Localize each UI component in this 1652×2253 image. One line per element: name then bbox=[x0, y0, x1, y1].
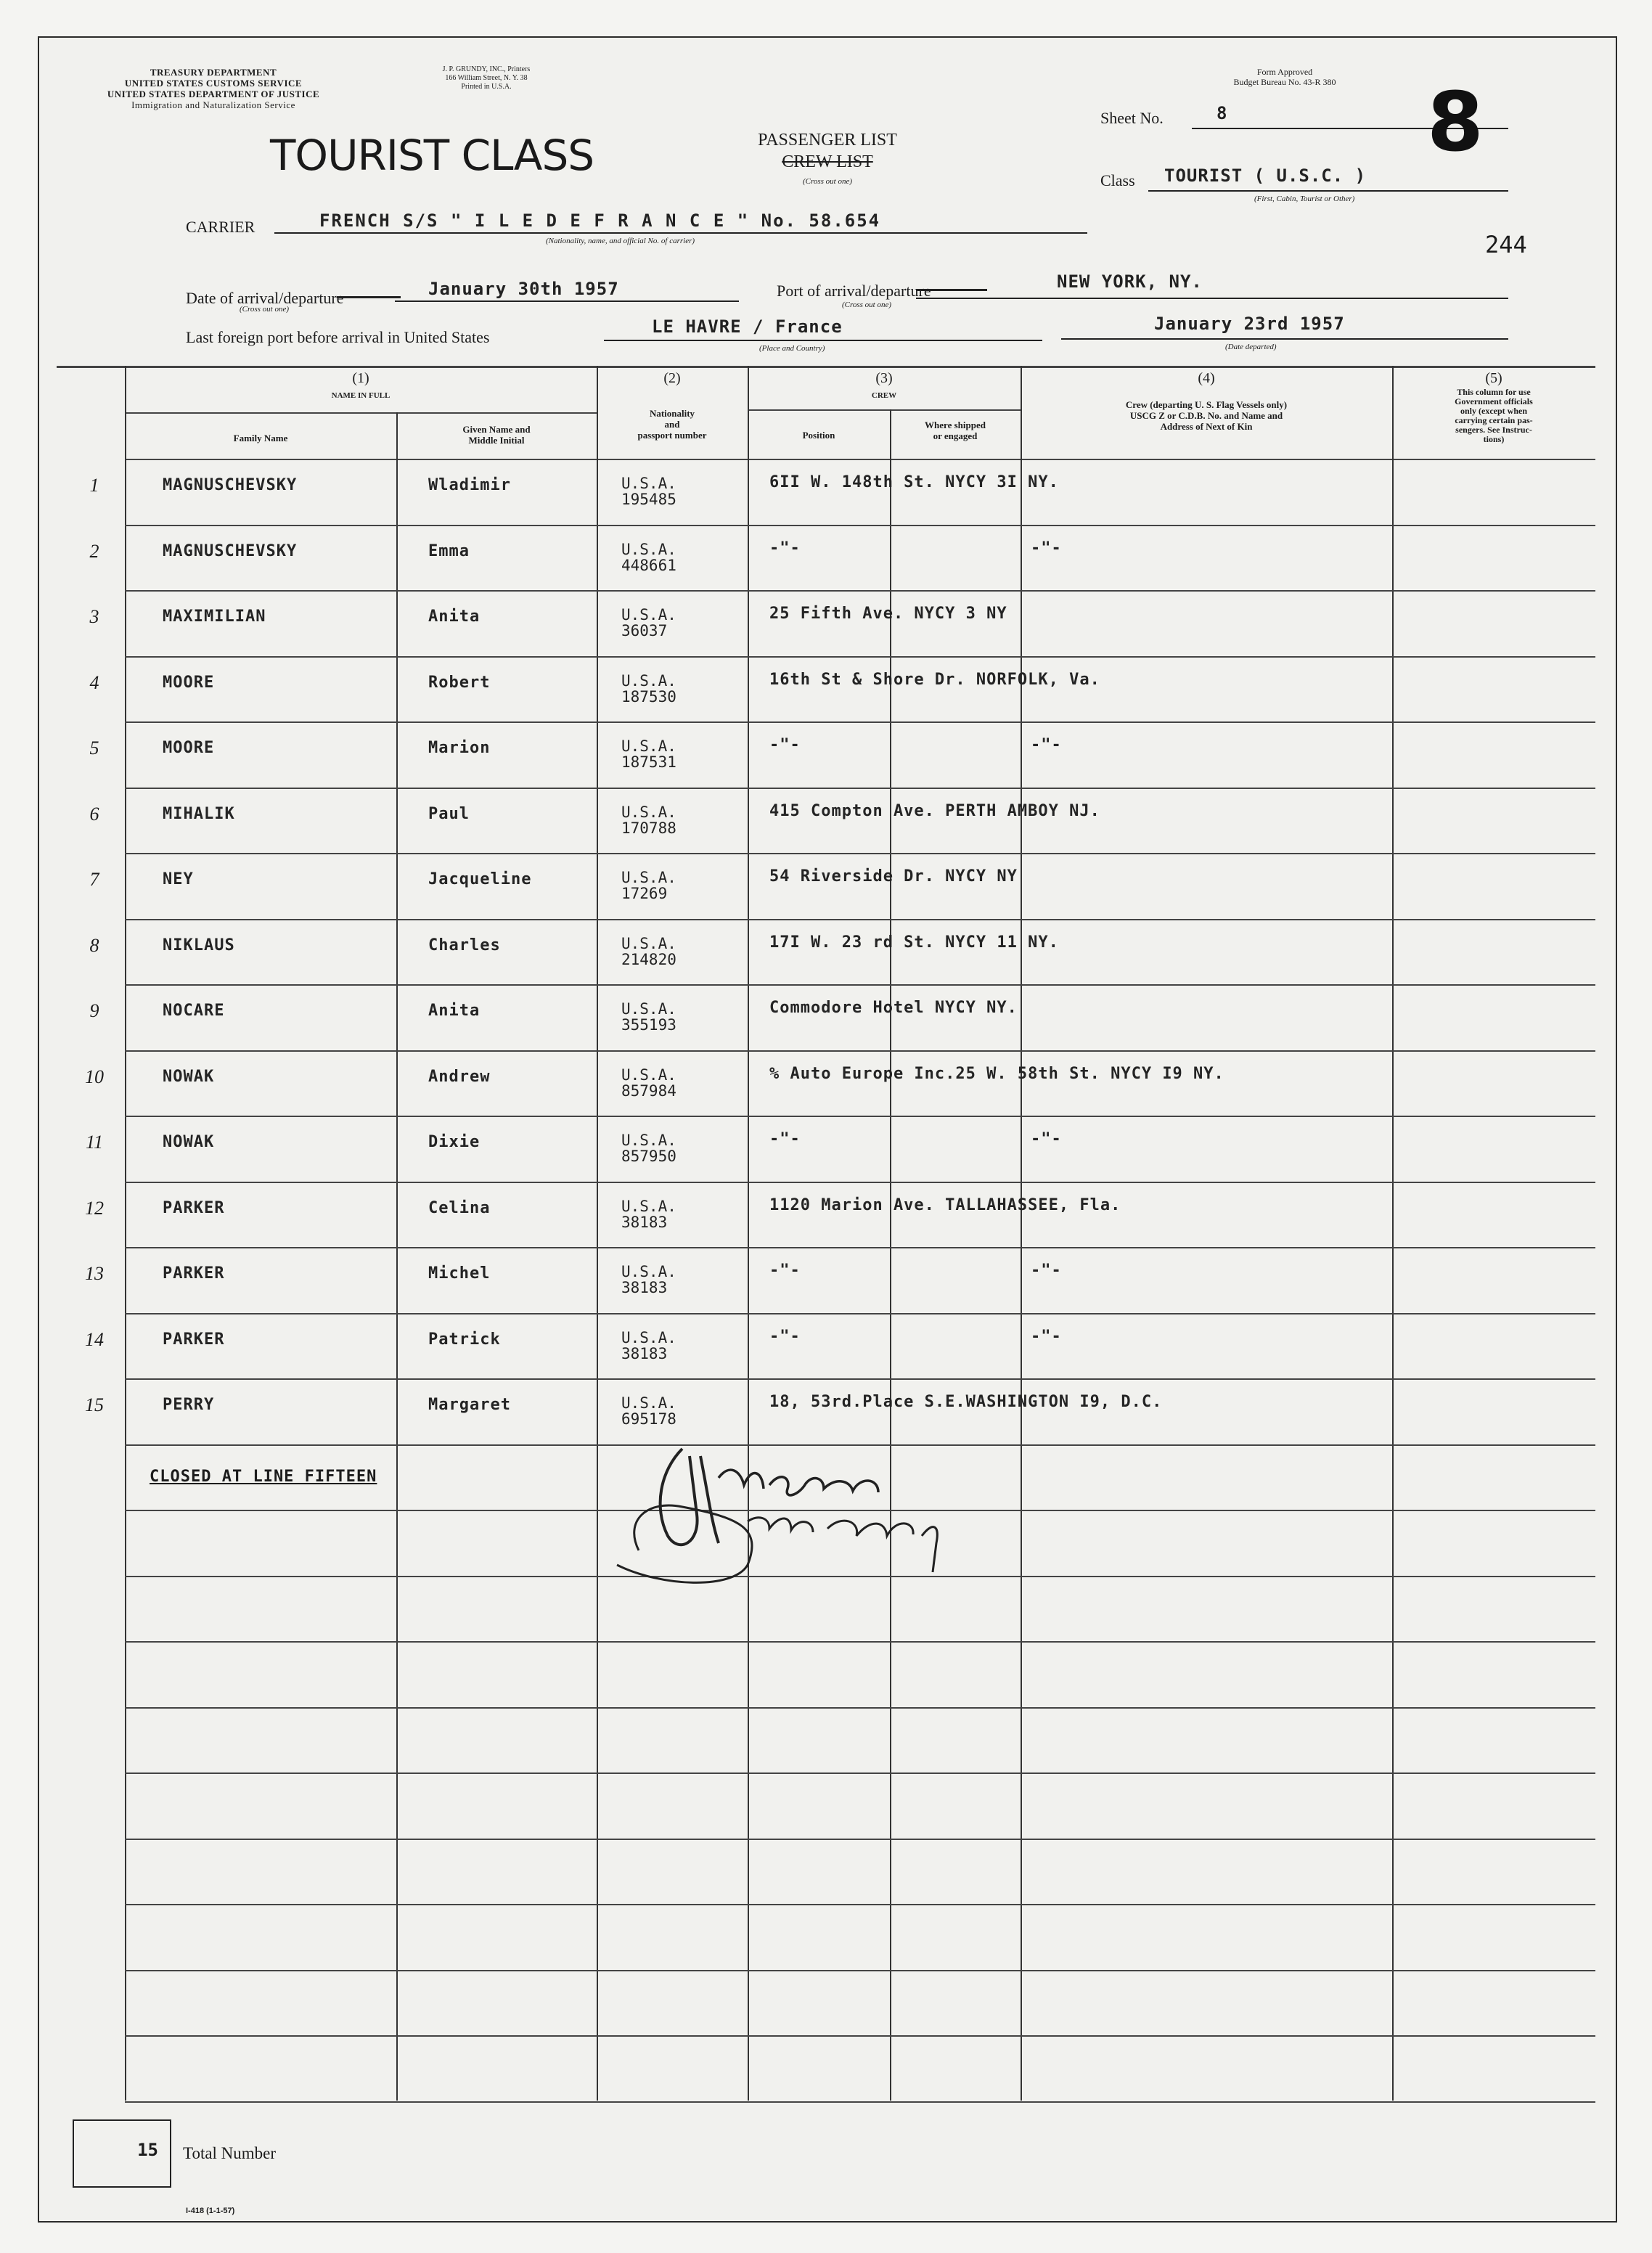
given-name: Anita bbox=[428, 1002, 481, 1020]
family-name: NEY bbox=[163, 870, 194, 888]
closing-note: CLOSED AT LINE FIFTEEN bbox=[150, 1468, 377, 1486]
col4-header-line: Address of Next of Kin bbox=[1160, 421, 1253, 432]
nationality: U.S.A. bbox=[621, 475, 676, 492]
row-rule bbox=[125, 853, 1595, 854]
port-label: Port of arrival/departure bbox=[777, 282, 931, 300]
row-number: 4 bbox=[89, 672, 99, 693]
family-name: PARKER bbox=[163, 1199, 225, 1217]
col1b-header-line: Middle Initial bbox=[468, 435, 525, 446]
family-name: NIKLAUS bbox=[163, 936, 235, 954]
class-note: (First, Cabin, Tourist or Other) bbox=[1254, 195, 1355, 203]
row-rule bbox=[125, 1050, 1595, 1052]
inspector-signature bbox=[573, 1427, 1067, 1601]
form-approved-line: Form Approved bbox=[1256, 67, 1313, 77]
family-name: PERRY bbox=[163, 1396, 215, 1414]
col4-header bbox=[1021, 399, 1392, 432]
row-number: 6 bbox=[89, 804, 99, 825]
ditto-mark: -"- bbox=[1031, 1130, 1062, 1148]
next-of-kin-address: 16th St & Shore Dr. NORFOLK, Va. bbox=[769, 671, 1100, 689]
col2-number: (2) bbox=[663, 370, 681, 386]
col2-header-line: Nationality bbox=[649, 408, 695, 419]
printer-line: Printed in U.S.A. bbox=[461, 83, 512, 91]
class-label: Class bbox=[1100, 171, 1135, 189]
passport-number: 38183 bbox=[621, 1345, 668, 1362]
col5-number: (5) bbox=[1485, 370, 1502, 386]
nationality: U.S.A. bbox=[621, 1066, 676, 1084]
ditto-mark: -"- bbox=[1031, 1328, 1062, 1346]
row-rule bbox=[125, 1116, 1595, 1117]
passport-number: 36037 bbox=[621, 622, 668, 639]
next-of-kin-address: 18, 53rd.Place S.E.WASHINGTON I9, D.C. bbox=[769, 1393, 1163, 1411]
family-name: MAXIMILIAN bbox=[163, 608, 266, 626]
col3b-header-line: or engaged bbox=[933, 430, 978, 441]
agency-line: Immigration and Naturalization Service bbox=[131, 99, 295, 110]
row-number: 1 bbox=[89, 475, 99, 496]
passport-number: 38183 bbox=[621, 1214, 668, 1231]
row-number: 8 bbox=[89, 935, 99, 956]
nationality: U.S.A. bbox=[621, 672, 676, 690]
carrier-label: CARRIER bbox=[186, 218, 255, 236]
arrival-label: Date of arrival/departure bbox=[186, 289, 344, 307]
col5-header-line: carrying certain pas- bbox=[1455, 415, 1533, 425]
signature-text: J M Moreno Imm Insp bbox=[573, 1427, 581, 1428]
last-port-note: (Place and Country) bbox=[759, 344, 825, 353]
given-name: Anita bbox=[428, 608, 481, 626]
passport-number: 355193 bbox=[621, 1016, 676, 1034]
crew-subrule bbox=[748, 409, 1021, 411]
passport-number: 857984 bbox=[621, 1082, 676, 1100]
col5-header-line: This column for use bbox=[1457, 387, 1531, 397]
form-number: I-418 (1-1-57) bbox=[186, 2207, 235, 2215]
family-name: NOWAK bbox=[163, 1133, 215, 1151]
col1-title: NAME IN FULL bbox=[331, 391, 390, 400]
given-name: Michel bbox=[428, 1264, 491, 1283]
next-of-kin-address: % Auto Europe Inc.25 W. 58th St. NYCY I9 NY. bbox=[769, 1065, 1224, 1083]
given-name: Patrick bbox=[428, 1330, 501, 1349]
passport-number: 695178 bbox=[621, 1410, 676, 1428]
list-title-note: (Cross out one) bbox=[802, 177, 853, 186]
list-title: PASSENGER LIST bbox=[758, 131, 897, 150]
given-name: Robert bbox=[428, 674, 491, 692]
family-name: MOORE bbox=[163, 674, 215, 692]
col-divider bbox=[597, 366, 598, 2101]
row-rule bbox=[125, 1970, 1595, 1971]
col3-title: CREW bbox=[871, 391, 897, 400]
row-rule bbox=[125, 1313, 1595, 1314]
row-number: 13 bbox=[85, 1263, 104, 1284]
col2-header bbox=[597, 408, 748, 441]
given-name: Marion bbox=[428, 739, 491, 757]
col1b-header-line: Given Name and bbox=[462, 424, 531, 435]
given-name: Margaret bbox=[428, 1396, 511, 1414]
printer-line: 166 William Street, N. Y. 38 bbox=[445, 74, 528, 82]
next-of-kin-address: 415 Compton Ave. PERTH AMBOY NJ. bbox=[769, 802, 1100, 820]
passport-number: 448661 bbox=[621, 557, 676, 574]
family-name: NOWAK bbox=[163, 1068, 215, 1086]
next-of-kin-address: 17I W. 23 rd St. NYCY 11 NY. bbox=[769, 933, 1059, 952]
sheet-label: Sheet No. bbox=[1100, 109, 1164, 127]
name-subrule bbox=[125, 412, 597, 414]
sheet-value: 8 bbox=[1216, 103, 1228, 123]
carrier-value: FRENCH S/S " I L E D E F R A N C E " No. 58.654 bbox=[319, 210, 881, 231]
last-port-line bbox=[604, 340, 1042, 341]
given-name: Paul bbox=[428, 805, 470, 823]
next-of-kin-address: Commodore Hotel NYCY NY. bbox=[769, 999, 1018, 1017]
arrival-note: (Cross out one) bbox=[240, 305, 290, 314]
passport-number: 17269 bbox=[621, 885, 668, 902]
col4-header-line: USCG Z or C.D.B. No. and Name and bbox=[1129, 410, 1283, 421]
next-of-kin-address: -"- bbox=[769, 736, 801, 754]
total-value: 15 bbox=[137, 2140, 158, 2160]
date-departed-line bbox=[1061, 338, 1508, 340]
port-value: NEW YORK, NY. bbox=[1057, 271, 1203, 292]
table-top-rule bbox=[57, 366, 1595, 368]
row-number: 12 bbox=[85, 1198, 104, 1219]
strikeout-departure bbox=[337, 296, 401, 298]
nationality: U.S.A. bbox=[621, 1198, 676, 1215]
row-rule bbox=[125, 1182, 1595, 1183]
nationality: U.S.A. bbox=[621, 737, 676, 755]
row-number: 15 bbox=[85, 1394, 104, 1415]
sheet-number-large: 8 bbox=[1427, 75, 1484, 170]
row-rule bbox=[125, 788, 1595, 789]
printer-block bbox=[399, 65, 573, 91]
row-rule bbox=[125, 1247, 1595, 1248]
last-port-value: LE HAVRE / France bbox=[652, 316, 843, 337]
col-divider bbox=[1021, 366, 1022, 2101]
form-approved-block bbox=[1190, 67, 1379, 87]
agency-line: UNITED STATES CUSTOMS SERVICE bbox=[124, 78, 303, 89]
carrier-line bbox=[274, 232, 1087, 234]
family-name: MIHALIK bbox=[163, 805, 235, 823]
col-divider bbox=[890, 409, 891, 2101]
col-divider bbox=[125, 366, 126, 2101]
row-rule bbox=[125, 656, 1595, 658]
passport-number: 187530 bbox=[621, 688, 676, 706]
row-rule bbox=[125, 1772, 1595, 1774]
agency-block bbox=[61, 67, 366, 110]
row-rule bbox=[125, 1839, 1595, 1840]
date-departed-value: January 23rd 1957 bbox=[1154, 314, 1345, 334]
row-number: 3 bbox=[89, 606, 99, 627]
family-name: PARKER bbox=[163, 1330, 225, 1349]
agency-line: TREASURY DEPARTMENT bbox=[150, 67, 277, 78]
last-port-label: Last foreign port before arrival in United States bbox=[186, 328, 490, 346]
col1-number: (1) bbox=[352, 370, 369, 386]
form-sheet bbox=[38, 36, 1617, 2223]
arrival-value: January 30th 1957 bbox=[428, 279, 619, 299]
ditto-mark: -"- bbox=[1031, 539, 1062, 557]
col1b-header bbox=[396, 424, 597, 446]
row-rule bbox=[125, 2035, 1595, 2037]
passport-number: 187531 bbox=[621, 753, 676, 771]
port-note: (Cross out one) bbox=[842, 300, 892, 309]
row-rule bbox=[125, 919, 1595, 920]
col3b-header bbox=[890, 420, 1021, 441]
ditto-mark: -"- bbox=[1031, 1262, 1062, 1280]
row-number: 5 bbox=[89, 737, 99, 759]
col5-header-line: sengers. See Instruc- bbox=[1455, 425, 1532, 435]
given-name: Emma bbox=[428, 542, 470, 560]
port-line bbox=[916, 298, 1508, 299]
passport-number: 170788 bbox=[621, 819, 676, 837]
given-name: Charles bbox=[428, 936, 501, 954]
row-rule bbox=[125, 1641, 1595, 1643]
family-name: NOCARE bbox=[163, 1002, 225, 1020]
crew-list-title: CREW LIST bbox=[782, 152, 873, 171]
col5-header-line: tions) bbox=[1483, 434, 1505, 444]
nationality: U.S.A. bbox=[621, 1132, 676, 1149]
page-number: 244 bbox=[1485, 231, 1527, 258]
given-name: Celina bbox=[428, 1199, 491, 1217]
col3-number: (3) bbox=[875, 370, 893, 386]
row-number: 11 bbox=[85, 1132, 104, 1153]
arrival-line bbox=[395, 300, 739, 302]
given-name: Dixie bbox=[428, 1133, 481, 1151]
nationality: U.S.A. bbox=[621, 606, 676, 623]
nationality: U.S.A. bbox=[621, 541, 676, 558]
col1a-header: Family Name bbox=[233, 433, 288, 443]
col3a-header: Position bbox=[802, 430, 835, 441]
next-of-kin-address: 1120 Marion Ave. TALLAHASSEE, Fla. bbox=[769, 1196, 1121, 1214]
col2-header-line: and bbox=[664, 419, 680, 430]
passport-number: 214820 bbox=[621, 951, 676, 968]
row-rule bbox=[125, 590, 1595, 592]
nationality: U.S.A. bbox=[621, 804, 676, 821]
col-divider bbox=[396, 412, 398, 2101]
nationality: U.S.A. bbox=[621, 1000, 676, 1018]
form-approved-line: Budget Bureau No. 43-R 380 bbox=[1233, 77, 1336, 87]
col5-header-line: Government officials bbox=[1455, 396, 1533, 406]
row-rule bbox=[125, 525, 1595, 526]
col2-header-line: passport number bbox=[637, 430, 707, 441]
col5-header bbox=[1392, 388, 1595, 444]
next-of-kin-address: -"- bbox=[769, 539, 801, 557]
nationality: U.S.A. bbox=[621, 935, 676, 952]
row-rule bbox=[125, 721, 1595, 723]
nationality: U.S.A. bbox=[621, 1329, 676, 1346]
family-name: PARKER bbox=[163, 1264, 225, 1283]
row-rule bbox=[125, 1904, 1595, 1905]
header-bottom-rule bbox=[125, 459, 1595, 460]
given-name: Jacqueline bbox=[428, 870, 532, 888]
next-of-kin-address: -"- bbox=[769, 1262, 801, 1280]
family-name: MOORE bbox=[163, 739, 215, 757]
next-of-kin-address: -"- bbox=[769, 1328, 801, 1346]
next-of-kin-address: 54 Riverside Dr. NYCY NY bbox=[769, 867, 1018, 886]
col4-number: (4) bbox=[1198, 370, 1215, 386]
next-of-kin-address: 6II W. 148th St. NYCY 3I NY. bbox=[769, 473, 1059, 491]
row-rule bbox=[125, 2101, 1595, 2103]
col-divider bbox=[748, 366, 749, 2101]
row-number: 10 bbox=[85, 1066, 104, 1087]
printer-line: J. P. GRUNDY, INC., Printers bbox=[442, 65, 531, 73]
col5-header-line: only (except when bbox=[1460, 406, 1527, 416]
next-of-kin-address: -"- bbox=[769, 1130, 801, 1148]
row-number: 9 bbox=[89, 1000, 99, 1021]
row-number: 14 bbox=[85, 1329, 104, 1350]
strikeout-departure-port bbox=[916, 289, 987, 291]
col3b-header-line: Where shipped bbox=[925, 420, 986, 430]
col4-header-line: Crew (departing U. S. Flag Vessels only) bbox=[1125, 399, 1288, 410]
next-of-kin-address: 25 Fifth Ave. NYCY 3 NY bbox=[769, 605, 1007, 623]
class-value: TOURIST ( U.S.C. ) bbox=[1164, 165, 1367, 186]
row-number: 7 bbox=[89, 869, 99, 890]
passport-number: 38183 bbox=[621, 1279, 668, 1296]
date-departed-note: (Date departed) bbox=[1225, 343, 1277, 351]
row-number: 2 bbox=[89, 541, 99, 562]
row-rule bbox=[125, 1707, 1595, 1709]
row-rule bbox=[125, 1378, 1595, 1380]
row-rule bbox=[125, 984, 1595, 986]
agency-line: UNITED STATES DEPARTMENT OF JUSTICE bbox=[107, 89, 320, 99]
class-stamp: TOURIST CLASS bbox=[270, 131, 594, 180]
nationality: U.S.A. bbox=[621, 869, 676, 886]
nationality: U.S.A. bbox=[621, 1263, 676, 1280]
family-name: MAGNUSCHEVSKY bbox=[163, 542, 298, 560]
col-divider bbox=[1392, 366, 1394, 2101]
family-name: MAGNUSCHEVSKY bbox=[163, 476, 298, 494]
passport-number: 857950 bbox=[621, 1148, 676, 1165]
class-line bbox=[1148, 190, 1508, 192]
total-label: Total Number bbox=[183, 2144, 277, 2162]
passport-number: 195485 bbox=[621, 491, 676, 508]
carrier-note: (Nationality, name, and official No. of carrier) bbox=[546, 237, 695, 245]
ditto-mark: -"- bbox=[1031, 736, 1062, 754]
given-name: Andrew bbox=[428, 1068, 491, 1086]
given-name: Wladimir bbox=[428, 476, 511, 494]
nationality: U.S.A. bbox=[621, 1394, 676, 1412]
